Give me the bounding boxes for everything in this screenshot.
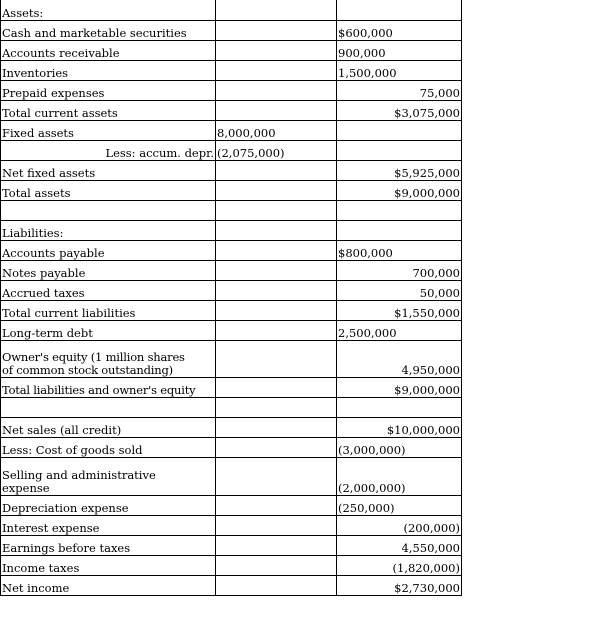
- owners-equity-label-line2: of common stock outstanding): [2, 362, 173, 377]
- table-row: [1, 555, 462, 575]
- sga-value: (2,000,000): [337, 457, 462, 495]
- sga-label: [1, 457, 216, 495]
- table-row: [1, 377, 462, 397]
- table-row: [1, 437, 462, 457]
- table-row: [1, 320, 462, 340]
- table-row: [1, 180, 462, 200]
- total-current-assets-value: $3,075,000: [337, 100, 462, 120]
- accum-depr-label: Less: accum. depr.: [1, 140, 216, 160]
- table-row: [1, 280, 462, 300]
- table-row: [1, 240, 462, 260]
- table-row: [1, 417, 462, 437]
- total-current-assets-label: Total current assets: [1, 100, 216, 120]
- depreciation-label: Depreciation expense: [1, 495, 216, 515]
- prepaid-value: 75,000: [337, 80, 462, 100]
- accrued-taxes-value: 50,000: [337, 280, 462, 300]
- accounts-payable-label: Accounts payable: [1, 240, 216, 260]
- total-assets-label: Total assets: [1, 180, 216, 200]
- sga-label-line2: expense: [2, 480, 50, 495]
- interest-label: Interest expense: [1, 515, 216, 535]
- cogs-value: (3,000,000): [337, 437, 462, 457]
- prepaid-label: Prepaid expenses: [1, 80, 216, 100]
- table-row: [1, 80, 462, 100]
- receivables-value: 900,000: [337, 40, 462, 60]
- accounts-payable-value: $800,000: [337, 240, 462, 260]
- depreciation-value: (250,000): [337, 495, 462, 515]
- cash-label: Cash and marketable securities: [1, 20, 216, 40]
- inventories-label: Inventories: [1, 60, 216, 80]
- interest-value: (200,000): [337, 515, 462, 535]
- table-row: [1, 100, 462, 120]
- cogs-label: Less: Cost of goods sold: [1, 437, 216, 457]
- cash-value: $600,000: [337, 20, 462, 40]
- net-sales-value: $10,000,000: [337, 417, 462, 437]
- table-row: [1, 535, 462, 555]
- net-income-value: $2,730,000: [337, 575, 462, 595]
- accum-depr-value: (2,075,000): [216, 140, 337, 160]
- net-income-label: Net income: [1, 575, 216, 595]
- fixed-assets-value: 8,000,000: [216, 120, 337, 140]
- receivables-label: Accounts receivable: [1, 40, 216, 60]
- table-row: [1, 60, 462, 80]
- income-taxes-label: Income taxes: [1, 555, 216, 575]
- owners-equity-value: 4,950,000: [337, 340, 462, 377]
- table-row: [1, 340, 462, 377]
- spacer-row: [1, 200, 462, 220]
- spacer-row: [1, 397, 462, 417]
- total-liabilities-equity-label: Total liabilities and owner's equity: [1, 377, 216, 397]
- table-row: [1, 457, 462, 495]
- sga-label-line1: Selling and administrative: [2, 467, 156, 482]
- table-row: [1, 120, 462, 140]
- owners-equity-label-line1: Owner's equity (1 million shares: [2, 349, 185, 364]
- ebt-value: 4,550,000: [337, 535, 462, 555]
- table-row: [1, 495, 462, 515]
- table-row: [1, 300, 462, 320]
- table-row: [1, 575, 462, 595]
- liabilities-heading: Liabilities:: [1, 220, 216, 240]
- table-row: [1, 40, 462, 60]
- net-fixed-assets-label: Net fixed assets: [1, 160, 216, 180]
- income-taxes-value: (1,820,000): [337, 555, 462, 575]
- notes-payable-label: Notes payable: [1, 260, 216, 280]
- table-row: [1, 160, 462, 180]
- total-liabilities-equity-value: $9,000,000: [337, 377, 462, 397]
- total-current-liabilities-value: $1,550,000: [337, 300, 462, 320]
- ebt-label: Earnings before taxes: [1, 535, 216, 555]
- total-assets-value: $9,000,000: [337, 180, 462, 200]
- table-row: [1, 140, 462, 160]
- long-term-debt-label: Long-term debt: [1, 320, 216, 340]
- assets-heading: Assets:: [1, 0, 216, 20]
- table-row: [1, 20, 462, 40]
- table-row: [1, 260, 462, 280]
- owners-equity-label: [1, 340, 216, 377]
- fixed-assets-label: Fixed assets: [1, 120, 216, 140]
- long-term-debt-value: 2,500,000: [337, 320, 462, 340]
- inventories-value: 1,500,000: [337, 60, 462, 80]
- accrued-taxes-label: Accrued taxes: [1, 280, 216, 300]
- net-fixed-assets-value: $5,925,000: [337, 160, 462, 180]
- notes-payable-value: 700,000: [337, 260, 462, 280]
- liabilities-heading-row: [1, 220, 462, 240]
- table-row: [1, 515, 462, 535]
- total-current-liabilities-label: Total current liabilities: [1, 300, 216, 320]
- assets-heading-row: [1, 0, 462, 20]
- net-sales-label: Net sales (all credit): [1, 417, 216, 437]
